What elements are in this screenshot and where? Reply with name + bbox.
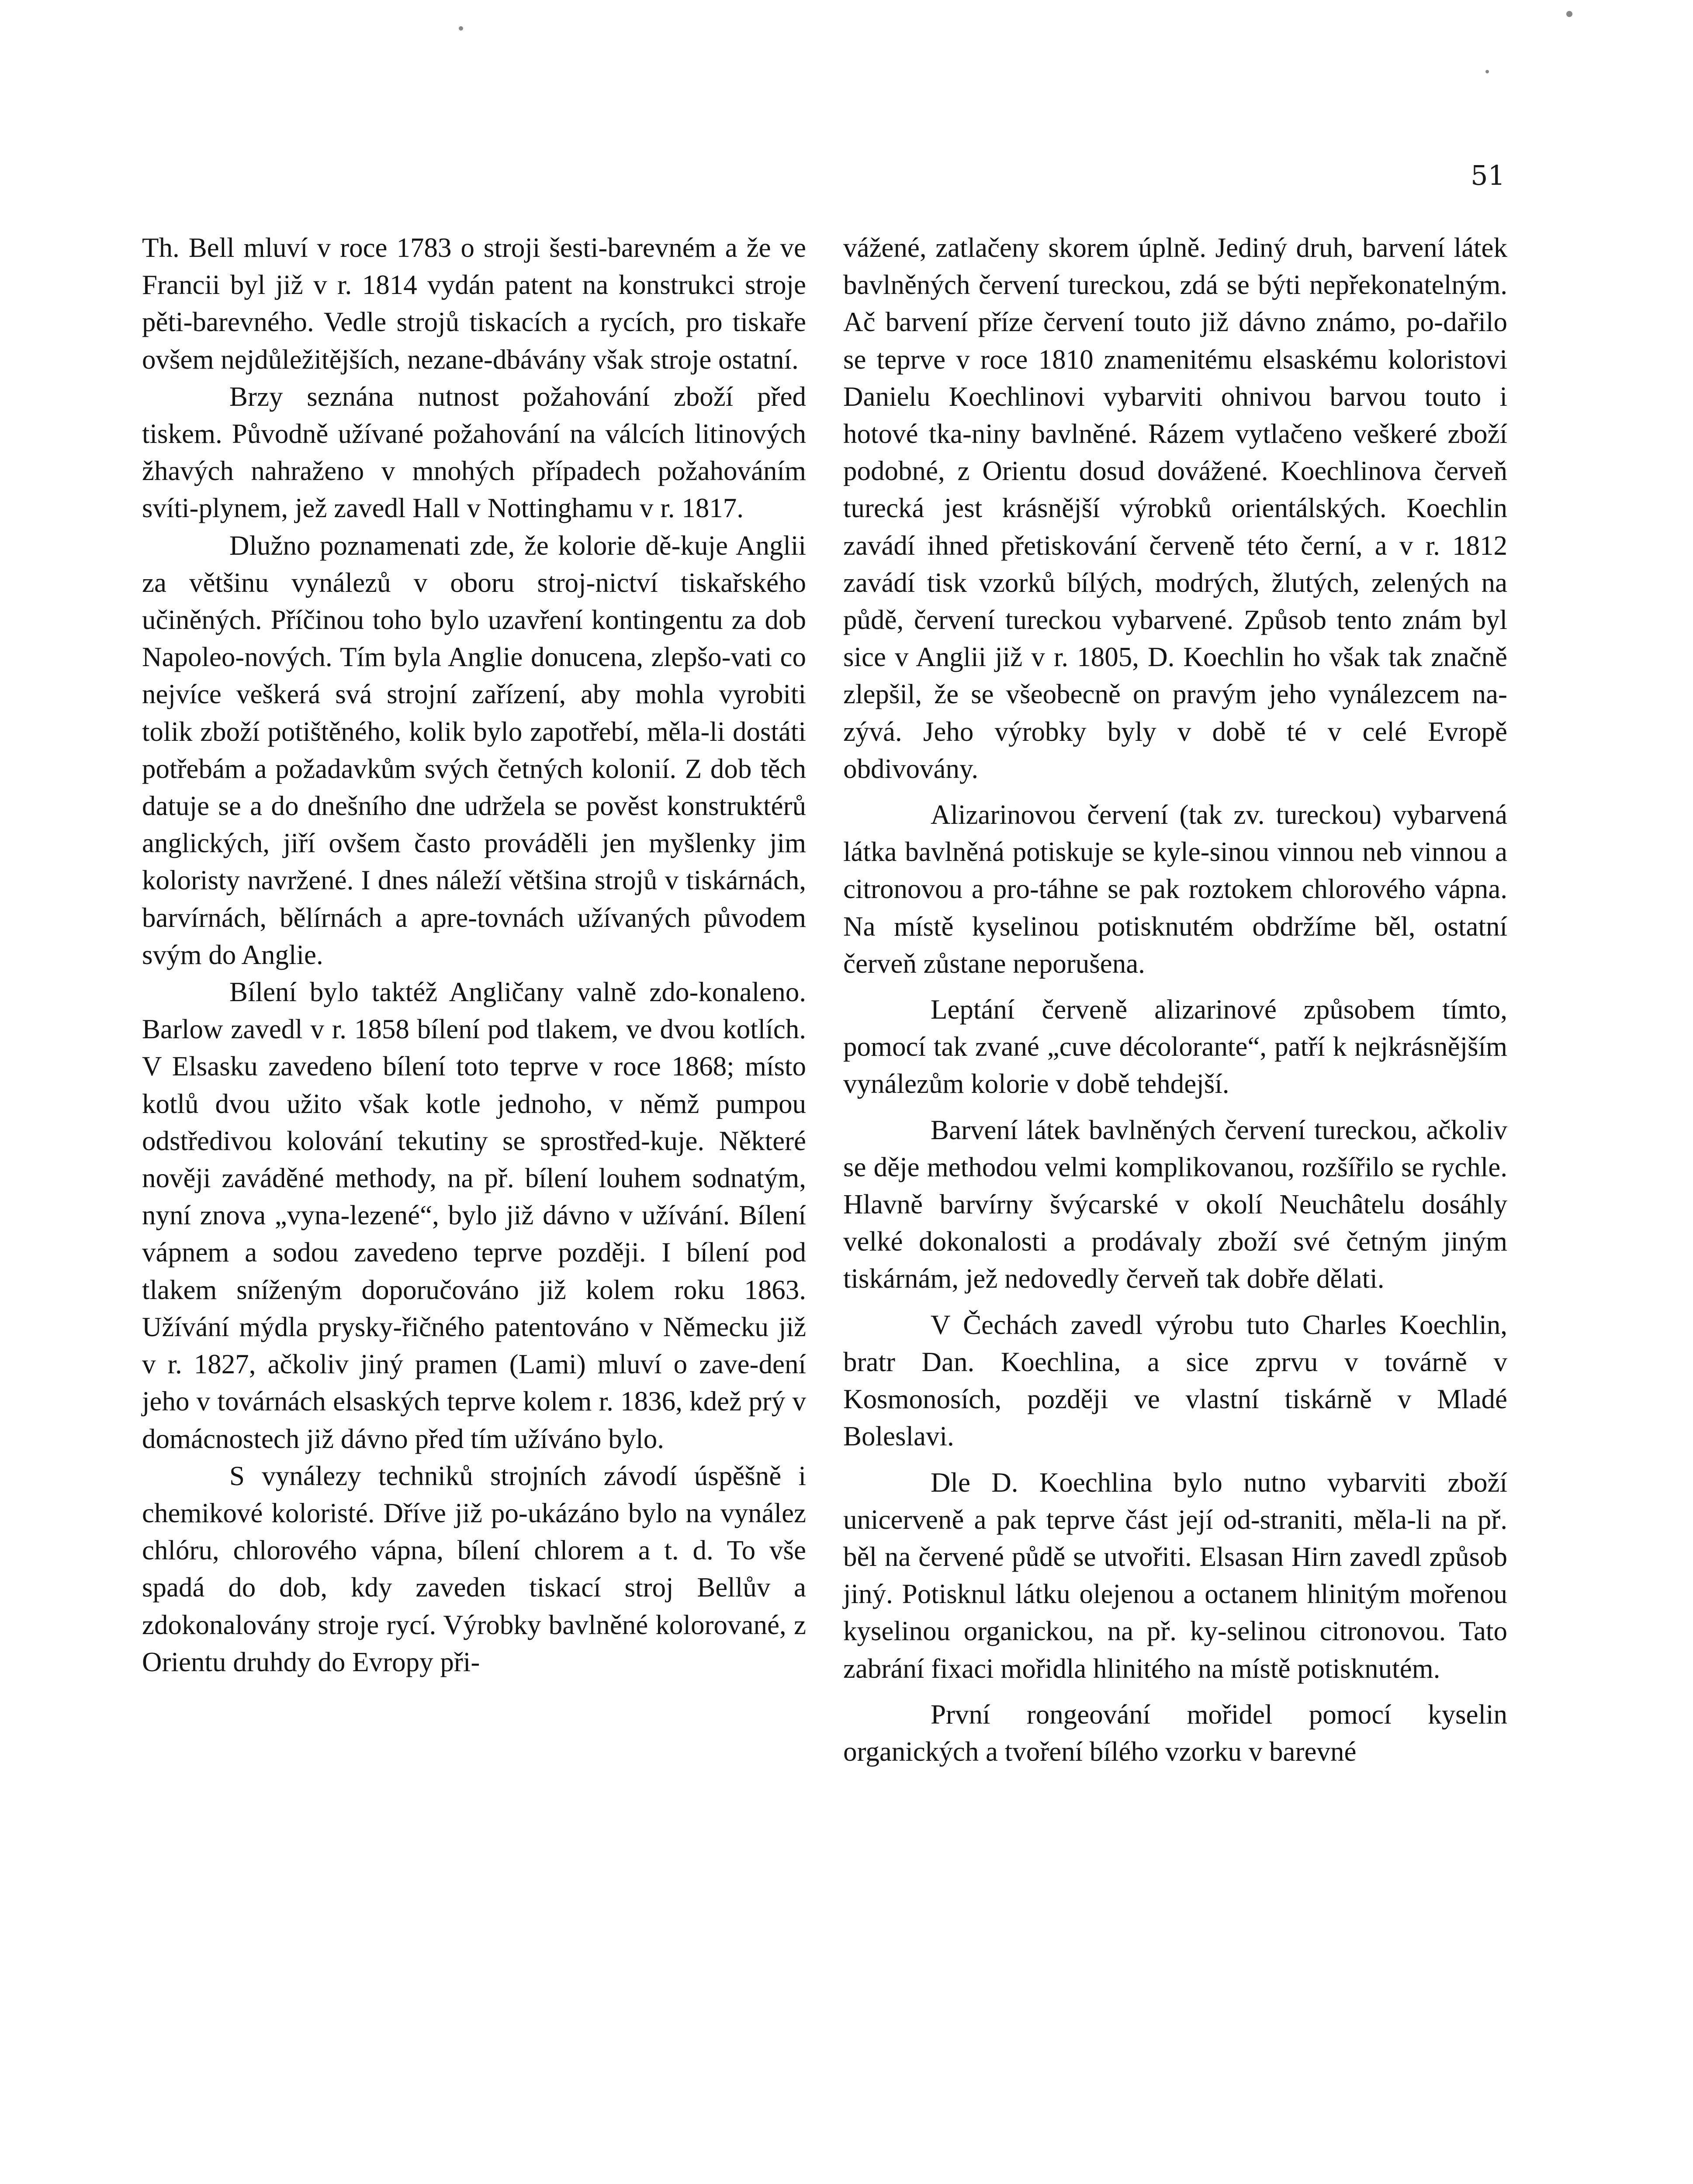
left-paragraph-2: Brzy seznána nutnost požahování zboží před tiskem. Původně užívané požahování na válcích litinových žhavých nahraženo v mnohých případech požahováním svíti-plynem, jež zavedl Hall v Nottinghamu v r. 1817. xyxy=(142,381,806,524)
right-paragraph-3: Leptání červeně alizarinové způsobem tímto, pomocí tak zvané „cuve décolorante“, patří k nejkrásnějším vynálezům kolorie v době tehdejší. xyxy=(843,994,1507,1099)
right-column xyxy=(843,229,1507,1770)
page-number: 51 xyxy=(1471,159,1505,191)
left-column xyxy=(142,229,806,1681)
scan-speck xyxy=(459,26,463,31)
right-paragraph-1: vážené, zatlačeny skorem úplně. Jediný druh, barvení látek bavlněných červení tureckou, zdá se býti nepřekonatelným. Ač barvení příze červení touto již dávno známo, po-dařilo se teprve v roce 1810 znamenitému elsaskému koloristovi Danielu Koechlinovi vybarviti ohnivou barvou touto i hotové tka-niny bavlněné. Rázem vytlačeno veškeré zboží podobné, z Orientu dosud dovážené. Koechlinova červeň turecká jest krásnější výrobků orientálských. Koechlin zavádí ihned přetiskování červeně této černí, a v r. 1812 zavádí tisk vzorků bílých, modrých, žlutých, zelených na půdě, červení tureckou vybarvené. Způsob tento znám byl sice v Anglii již v r. 1805, D. Koechlin ho však tak značně zlepšil, že se všeobecně on pravým jeho vynálezcem na-zývá. Jeho výrobky byly v době té v celé Evropě obdivovány. xyxy=(843,232,1507,784)
right-paragraph-2: Alizarinovou červení (tak zv. tureckou) vybarvená látka bavlněná potiskuje se kyle-sinou vinnou neb vinnou a citronovou a pro-táhne se pak roztokem chlorového vápna. Na místě kyselinou potisknutém obdržíme běl, ostatní červeň zůstane neporušena. xyxy=(843,799,1507,979)
right-paragraph-5: V Čechách zavedl výrobu tuto Charles Koechlin, bratr Dan. Koechlina, a sice zprvu v továrně v Kosmonosích, později ve vlastní tiskárně v Mladé Boleslavi. xyxy=(843,1309,1507,1452)
right-paragraph-6: Dle D. Koechlina bylo nutno vybarviti zboží unicerveně a pak teprve část její od-straniti, měla-li na př. běl na červené půdě se utvořiti. Elsasan Hirn zavedl způsob jiný. Potisknul látku olejenou a octanem hlinitým mořenou kyselinou organickou, na př. ky-selinou citronovou. Tato zabrání fixaci mořidla hlinitého na místě potisknutém. xyxy=(843,1467,1507,1684)
right-paragraph-4: Barvení látek bavlněných červení tureckou, ačkoliv se děje methodou velmi komplikovanou, rozšířilo se rychle. Hlavně barvírny švýcarské v okolí Neuchâtelu dosáhly velké dokonalosti a prodávaly zboží své četným jiným tiskárnám, jež nedovedly červeň tak dobře dělati. xyxy=(843,1114,1507,1294)
right-paragraph-7: První rongeování mořidel pomocí kyselin organických a tvoření bílého vzorku v barevné xyxy=(843,1699,1507,1767)
scan-speck xyxy=(1566,11,1572,17)
left-paragraph-4: Bílení bylo taktéž Angličany valně zdo-konaleno. Barlow zavedl v r. 1858 bílení pod tlakem, ve dvou kotlích. V Elsasku zavedeno bílení toto teprve v roce 1868; místo kotlů dvou užito však kotle jednoho, v němž pumpou odstředivou kolování tekutiny se sprostřed-kuje. Některé nověji zaváděné methody, na př. bílení louhem sodnatým, nyní znova „vyna-lezené“, bylo již dávno v užívání. Bílení vápnem a sodou zavedeno teprve později. I bílení pod tlakem sníženým doporučováno již kolem roku 1863. Užívání mýdla prysky-řičného patentováno v Německu již v r. 1827, ačkoliv jiný pramen (Lami) mluví o zave-dení jeho v továrnách elsaských teprve kolem r. 1836, kdež prý v domácnostech již dávno před tím užíváno bylo. xyxy=(142,977,806,1454)
scan-speck xyxy=(1485,70,1489,73)
left-paragraph-1: Th. Bell mluví v roce 1783 o stroji šesti-barevném a že ve Francii byl již v r. 1814 vydán patent na konstrukci stroje pěti-barevného. Vedle strojů tiskacích a rycích, pro tiskaře ovšem nejdůležitějších, nezane-dbávány však stroje ostatní. xyxy=(142,232,806,375)
left-paragraph-5: S vynálezy techniků strojních závodí úspěšně i chemikové koloristé. Dříve již po-ukázáno bylo na vynález chlóru, chlorového vápna, bílení chlorem a t. d. To vše spadá do dob, kdy zaveden tiskací stroj Bellův a zdokonalovány stroje rycí. Výrobky bavlněné kolorované, z Orientu druhdy do Evropy při- xyxy=(142,1460,806,1677)
left-paragraph-3: Dlužno poznamenati zde, že kolorie dě-kuje Anglii za většinu vynálezů v oboru stroj-nictví tiskařského učiněných. Příčinou toho bylo uzavření kontingentu za dob Napoleo-nových. Tím byla Anglie donucena, zlepšo-vati co nejvíce veškerá svá strojní zařízení, aby mohla vyrobiti tolik zboží potištěného, kolik bylo zapotřebí, měla-li dostáti potřebám a požadavkům svých četných kolonií. Z dob těch datuje se a do dnešního dne udržela se pověst konstruktérů anglických, jiří ovšem často prováděli jen myšlenky jim koloristy navržené. I dnes náleží většina strojů v tiskárnách, barvírnách, bělírnách a apre-tovnách užívaných původem svým do Anglie. xyxy=(142,530,806,970)
